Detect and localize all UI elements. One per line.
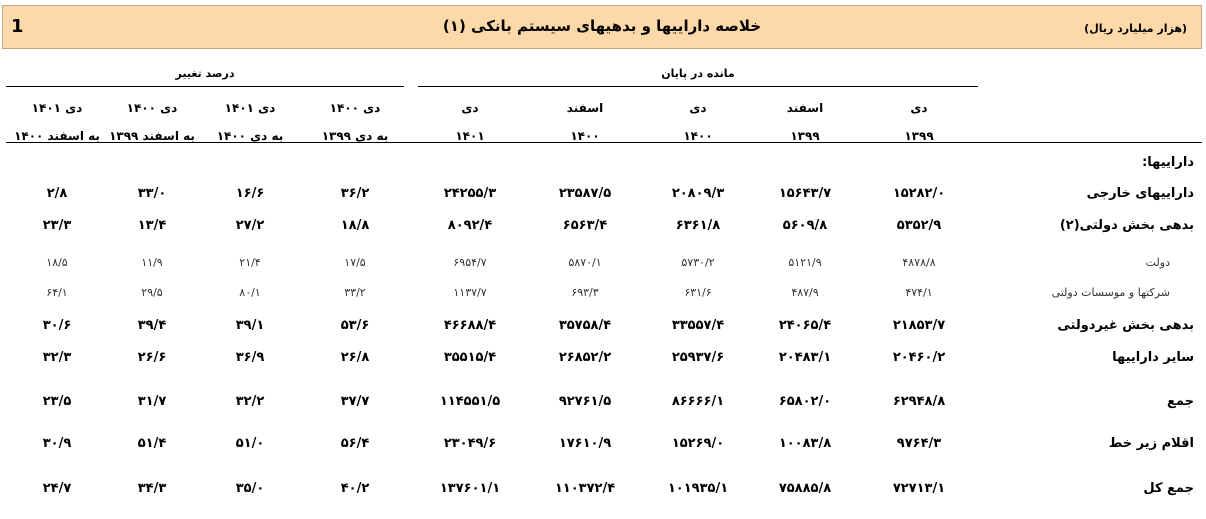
table-cell: ۵۶/۴ — [340, 436, 370, 451]
table-cell: ۱۱۳۷/۷ — [453, 286, 487, 299]
table-cell: ۱۵۲۶۹/۰ — [671, 436, 725, 451]
table-cell: ۳۵/۰ — [235, 481, 265, 496]
table-cell: ۲۶/۸ — [340, 350, 370, 365]
table-cell: ۷۵۸۸۵/۸ — [778, 481, 832, 496]
table-cell: ۳۴/۳ — [137, 481, 167, 496]
table-cell: ۲۵۹۳۷/۶ — [671, 350, 725, 365]
table-cell: ۲۰۴۸۳/۱ — [778, 350, 832, 365]
column-header-line1: دی — [910, 101, 928, 115]
table-cell: ۲۴۲۵۵/۳ — [443, 186, 497, 201]
table-cell: ۴۶۶۸۸/۴ — [443, 318, 497, 333]
column-header-line2: ۱۴۰۰ — [570, 129, 600, 143]
table-cell: ۳۳/۲ — [344, 286, 366, 299]
column-header-line2: ۱۴۰۰ — [683, 129, 713, 143]
row-label: جمع — [1167, 394, 1194, 409]
table-cell: ۵۶۰۹/۸ — [782, 218, 828, 233]
column-header-line1: اسفند — [566, 101, 604, 115]
table-cell: ۱۸/۵ — [46, 256, 68, 269]
table-cell: ۲۶۸۵۲/۲ — [558, 350, 612, 365]
table-cell: ۳۹/۴ — [137, 318, 167, 333]
table-cell: ۱۱۴۵۵۱/۵ — [439, 394, 501, 409]
table-cell: ۵۱/۰ — [235, 436, 265, 451]
group-header-balance: مانده در پایان — [661, 67, 735, 80]
table-cell: ۶۹۳/۳ — [571, 286, 599, 299]
table-cell: ۳۲/۲ — [235, 394, 265, 409]
table-cell: ۱۵۲۸۲/۰ — [892, 186, 946, 201]
table-cell: ۳۳۵۵۷/۴ — [671, 318, 725, 333]
row-label: سایر داراییها — [1112, 350, 1194, 365]
table-cell: ۵۱۲۱/۹ — [788, 256, 822, 269]
table-cell: ۵۳/۶ — [340, 318, 370, 333]
header-rule — [6, 142, 1202, 143]
column-header-line2: به اسفند ۱۳۹۹ — [109, 129, 195, 143]
table-cell: ۴۰/۲ — [340, 481, 370, 496]
row-label: اقلام زیر خط — [1108, 436, 1194, 451]
table-cell: ۶۴/۱ — [46, 286, 68, 299]
table-cell: ۵۱/۴ — [137, 436, 167, 451]
table-cell: ۱۷/۵ — [344, 256, 366, 269]
table-cell: ۱۰۱۹۳۵/۱ — [667, 481, 729, 496]
table-cell: ۲۱/۴ — [239, 256, 261, 269]
table-cell: ۱۱/۹ — [141, 256, 163, 269]
row-label: بدهی بخش غیردولتی — [1057, 318, 1194, 333]
table-cell: ۴۷۴/۱ — [905, 286, 933, 299]
column-header-line1: اسفند — [786, 101, 824, 115]
table-cell: ۳۳/۰ — [137, 186, 167, 201]
table-cell: ۲۴/۷ — [42, 481, 72, 496]
row-label: جمع کل — [1143, 481, 1194, 496]
table-cell: ۲/۸ — [46, 186, 68, 201]
table-cell: ۸۶۶۶۶/۱ — [671, 394, 725, 409]
table-cell: ۸۰/۱ — [239, 286, 261, 299]
table-cell: ۳۶/۲ — [340, 186, 370, 201]
table-header-bar — [2, 5, 1202, 49]
table-cell: ۳۷/۷ — [340, 394, 370, 409]
table-cell: ۳۱/۷ — [137, 394, 167, 409]
table-cell: ۱۷۶۱۰/۹ — [558, 436, 612, 451]
table-number: 1 — [11, 16, 24, 37]
column-header-line1: دی ۱۴۰۱ — [224, 101, 276, 115]
table-cell: ۶۵۶۳/۴ — [562, 218, 608, 233]
table-cell: ۸۰۹۲/۴ — [447, 218, 493, 233]
table-cell: ۹۷۶۴/۳ — [896, 436, 942, 451]
table-cell: ۳۵۵۱۵/۴ — [443, 350, 497, 365]
unit-label: (هزار میلیارد ریال) — [1084, 22, 1187, 35]
column-header-line2: به اسفند ۱۴۰۰ — [14, 129, 100, 143]
column-header-line2: ۱۳۹۹ — [904, 129, 934, 143]
table-cell: ۱۳/۴ — [137, 218, 167, 233]
column-header-line2: ۱۳۹۹ — [790, 129, 820, 143]
table-cell: ۱۳۷۶۰۱/۱ — [439, 481, 501, 496]
group-header-change: درصد تغییر — [175, 67, 235, 80]
table-cell: ۷۲۷۱۳/۱ — [892, 481, 946, 496]
table-cell: ۶۹۵۴/۷ — [453, 256, 487, 269]
table-cell: ۲۰۴۶۰/۲ — [892, 350, 946, 365]
table-cell: ۵۷۳۰/۲ — [681, 256, 715, 269]
table-cell: ۲۳/۵ — [42, 394, 72, 409]
table-cell: ۵۳۵۲/۹ — [896, 218, 942, 233]
table-cell: ۲۴۰۶۵/۴ — [778, 318, 832, 333]
group-underline-balance — [418, 86, 978, 87]
column-header-line1: دی — [461, 101, 479, 115]
table-cell: ۹۲۷۶۱/۵ — [558, 394, 612, 409]
table-cell: ۲۹/۵ — [141, 286, 163, 299]
column-header-line1: دی ۱۴۰۱ — [31, 101, 83, 115]
table-cell: ۶۲۹۴۸/۸ — [892, 394, 946, 409]
table-cell: ۱۸/۸ — [340, 218, 370, 233]
column-header-line1: دی — [689, 101, 707, 115]
table-cell: ۲۱۸۵۳/۷ — [892, 318, 946, 333]
row-label: شرکتها و موسسات دولتی — [1051, 286, 1170, 299]
table-cell: ۱۵۶۴۳/۷ — [778, 186, 832, 201]
table-cell: ۲۳۵۸۷/۵ — [558, 186, 612, 201]
table-cell: ۲۶/۶ — [137, 350, 167, 365]
table-title: خلاصه داراییها و بدهیهای سیستم بانکی (۱) — [442, 17, 762, 35]
table-cell: ۳۰/۹ — [42, 436, 72, 451]
table-cell: ۳۶/۹ — [235, 350, 265, 365]
table-cell: ۳۲/۳ — [42, 350, 72, 365]
table-cell: ۲۳/۳ — [42, 218, 72, 233]
column-header-line2: به دی ۱۴۰۰ — [216, 129, 284, 143]
row-label: دولت — [1145, 256, 1170, 269]
group-underline-change — [6, 86, 404, 87]
column-header-line2: ۱۴۰۱ — [455, 129, 485, 143]
row-label: بدهی بخش دولتی(۲) — [1059, 218, 1194, 233]
row-label: داراییهای خارجی — [1086, 186, 1194, 201]
table-cell: ۴۸۷/۹ — [791, 286, 819, 299]
table-cell: ۲۰۸۰۹/۳ — [671, 186, 725, 201]
table-cell: ۲۳۰۴۹/۶ — [443, 436, 497, 451]
table-cell: ۳۰/۶ — [42, 318, 72, 333]
column-header-line1: دی ۱۴۰۰ — [329, 101, 381, 115]
section-label-assets: داراییها: — [1142, 155, 1194, 170]
table-cell: ۳۹/۱ — [235, 318, 265, 333]
column-header-line1: دی ۱۴۰۰ — [126, 101, 178, 115]
table-cell: ۶۳۶۱/۸ — [675, 218, 721, 233]
table-cell: ۴۸۷۸/۸ — [902, 256, 936, 269]
table-cell: ۶۵۸۰۲/۰ — [778, 394, 832, 409]
table-cell: ۱۱۰۳۷۲/۴ — [554, 481, 616, 496]
table-cell: ۶۳۱/۶ — [684, 286, 712, 299]
table-cell: ۱۶/۶ — [235, 186, 265, 201]
table-cell: ۵۸۷۰/۱ — [568, 256, 602, 269]
column-header-line2: به دی ۱۳۹۹ — [321, 129, 389, 143]
table-cell: ۱۰۰۸۳/۸ — [778, 436, 832, 451]
table-cell: ۲۷/۲ — [235, 218, 265, 233]
table-cell: ۳۵۷۵۸/۴ — [558, 318, 612, 333]
